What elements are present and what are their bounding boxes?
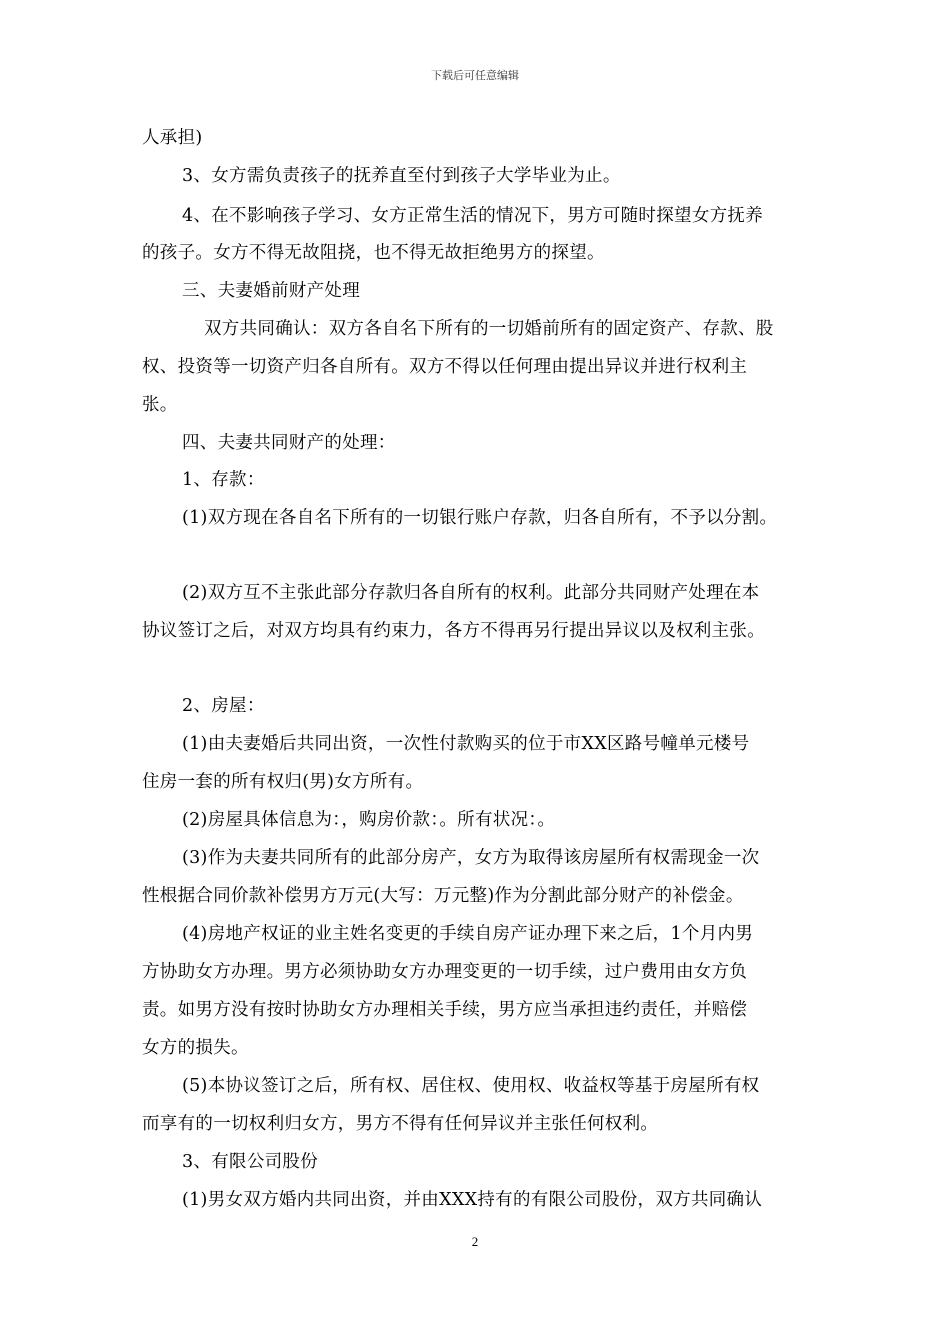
- page-header: 下载后可任意编辑: [431, 69, 519, 82]
- paragraph-line: 性根据合同价款补偿男方万元(大写：万元整)作为分割此部分财产的补偿金。: [142, 886, 744, 906]
- paragraph-line: 而享有的一切权利归女方，男方不得有任何异议并主张任何权利。: [142, 1114, 659, 1134]
- paragraph-line: 女方的损失。: [142, 1038, 249, 1058]
- page-number: 2: [471, 1234, 479, 1249]
- paragraph-line: 的孩子。女方不得无故阻挠，也不得无故拒绝男方的探望。: [142, 243, 605, 263]
- paragraph-line: 责。如男方没有按时协助女方办理相关手续，男方应当承担违约责任，并赔偿: [142, 1000, 748, 1020]
- paragraph-line: (1)男女双方婚内共同出资，并由XXX持有的有限公司股份，双方共同确认: [182, 1190, 763, 1210]
- paragraph-line: 3、女方需负责孩子的抚养直至付到孩子大学毕业为止。: [182, 166, 621, 186]
- paragraph-line: 方协助女方办理。男方必须协助女方办理变更的一切手续，过户费用由女方负: [142, 962, 748, 982]
- subsection-heading: 3、有限公司股份: [182, 1152, 319, 1172]
- paragraph-line: 人承担): [142, 128, 203, 148]
- paragraph-line: (2)双方互不主张此部分存款归各自所有的权利。此部分共同财产处理在本: [182, 583, 760, 603]
- section-heading: 三、夫妻婚前财产处理: [182, 281, 360, 301]
- subsection-heading: 1、存款：: [182, 470, 265, 490]
- section-heading: 四、夫妻共同财产的处理：: [182, 433, 396, 453]
- subsection-heading: 2、房屋：: [182, 696, 265, 716]
- paragraph-line: 4、在不影响孩子学习、女方正常生活的情况下，男方可随时探望女方抚养: [182, 206, 764, 226]
- paragraph-line: (1)双方现在各自名下所有的一切银行账户存款，归各自所有，不予以分割。: [182, 508, 778, 528]
- paragraph-line: (1)由夫妻婚后共同出资，一次性付款购买的位于市XX区路号幢单元楼号: [182, 734, 750, 754]
- paragraph-line: 张。: [142, 395, 178, 415]
- paragraph-line: (3)作为夫妻共同所有的此部分房产，女方为取得该房屋所有权需现金一次: [182, 848, 760, 868]
- paragraph-line: (2)房屋具体信息为：，购房价款：。所有状况：。: [182, 810, 556, 830]
- paragraph-line: 协议签订之后，对双方均具有约束力，各方不得再另行提出异议以及权利主张。: [142, 621, 765, 641]
- paragraph-line: (5)本协议签订之后，所有权、居住权、使用权、收益权等基于房屋所有权: [182, 1076, 760, 1096]
- paragraph-line: 权、投资等一切资产归各自所有。双方不得以任何理由提出异议并进行权利主: [142, 357, 748, 377]
- paragraph-line: 双方共同确认：双方各自名下所有的一切婚前所有的固定资产、存款、股: [204, 319, 774, 339]
- paragraph-line: (4)房地产权证的业主姓名变更的手续自房产证办理下来之后，1个月内男: [182, 924, 754, 944]
- paragraph-line: 住房一套的所有权归(男)女方所有。: [142, 772, 424, 792]
